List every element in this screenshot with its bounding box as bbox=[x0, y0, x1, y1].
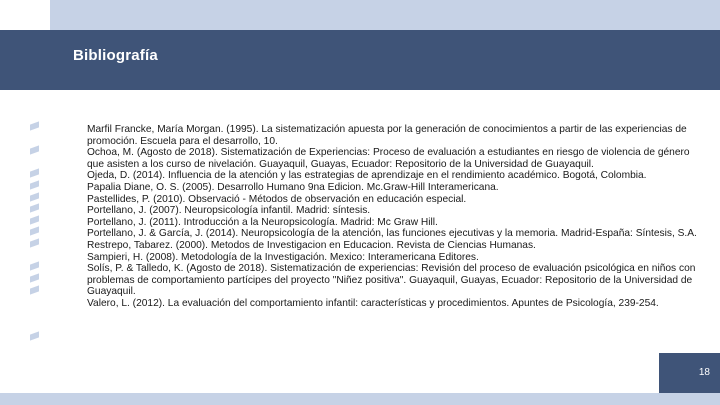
bullet-marker bbox=[30, 215, 39, 224]
bullet-marker bbox=[30, 145, 39, 154]
reference-item: Pastellides, P. (2010). Observació - Métodos de observación en educación especial. bbox=[87, 193, 467, 205]
bottom-decorative-strip bbox=[0, 393, 720, 405]
page-number: 18 bbox=[698, 367, 710, 378]
bullet-column bbox=[0, 0, 60, 405]
reference-item: Restrepo, Tabarez. (2000). Metodos de Investigacion en Educacion. Revista de Ciencias Humanas. bbox=[87, 239, 536, 251]
reference-item: Papalia Diane, O. S. (2005). Desarrollo Humano 9na Edicion. Mc.Graw-Hill Interamericana. bbox=[87, 181, 499, 193]
bullet-marker bbox=[30, 203, 39, 212]
top-decorative-strip bbox=[0, 0, 720, 30]
reference-item: Portellano, J. & García, J. (2014). Neuropsicología de la atención, las funciones ejecutivas y la memoria. Madrid-España: Síntesis, S.A. bbox=[87, 228, 697, 240]
bullet-marker bbox=[30, 285, 39, 294]
reference-item: Solís, P. & Talledo, K. (Agosto de 2018). Sistematización de experiencias: Revisión del proceso de evaluación psicológica en niños con problemas de comportamiento partícipes del proyecto "Niñez positiva". Guayaquil, Guayas, Ecuador: Repositorio de la Universidad de Guayaquil. bbox=[87, 263, 696, 298]
bullet-marker bbox=[30, 192, 39, 201]
bullet-marker bbox=[30, 273, 39, 282]
top-accent-band bbox=[50, 0, 720, 30]
bullet-marker bbox=[30, 180, 39, 189]
slide-title: Bibliografía bbox=[73, 47, 158, 64]
bullet-marker bbox=[30, 238, 39, 247]
bullet-marker bbox=[30, 261, 39, 270]
reference-item: Marfil Francke, María Morgan. (1995). La sistematización apuesta por la generación de conocimientos a partir de las experiencias de promoción. Escuela para el desarrollo, 10. bbox=[87, 124, 687, 147]
bullet-marker bbox=[30, 331, 39, 340]
bullet-marker bbox=[30, 168, 39, 177]
page-number-box bbox=[659, 353, 720, 393]
bullet-marker bbox=[30, 121, 39, 130]
reference-item: Portellano, J. (2011). Introducción a la Neuropsicología. Madrid: Mc Graw Hill. bbox=[87, 216, 438, 228]
reference-item: Sampieri, H. (2008). Metodología de la Investigación. Mexico: Interamericana Editores. bbox=[87, 251, 479, 263]
bullet-marker bbox=[30, 226, 39, 235]
reference-item: Portellano, J. (2007). Neuropsicología infantil. Madrid: síntesis. bbox=[87, 205, 371, 217]
reference-list bbox=[87, 124, 697, 310]
reference-item: Valero, L. (2012). La evaluación del comportamiento infantil: características y procedimientos. Apuntes de Psicología, 239-254. bbox=[87, 297, 659, 309]
reference-item: Ojeda, D. (2014). Influencia de la atención y las estrategias de aprendizaje en el rendimiento académico. Bogotá, Colombia. bbox=[87, 170, 647, 182]
reference-item: Ochoa, M. (Agosto de 2018). Sistematización de Experiencias: Proceso de evaluación a estudiantes en riesgo de violencia de género que asisten a los curso de nivelación. Guayaquil, Guayas, Ecuador: Repositorio de la Universidad de Guayaquil. bbox=[87, 147, 690, 170]
